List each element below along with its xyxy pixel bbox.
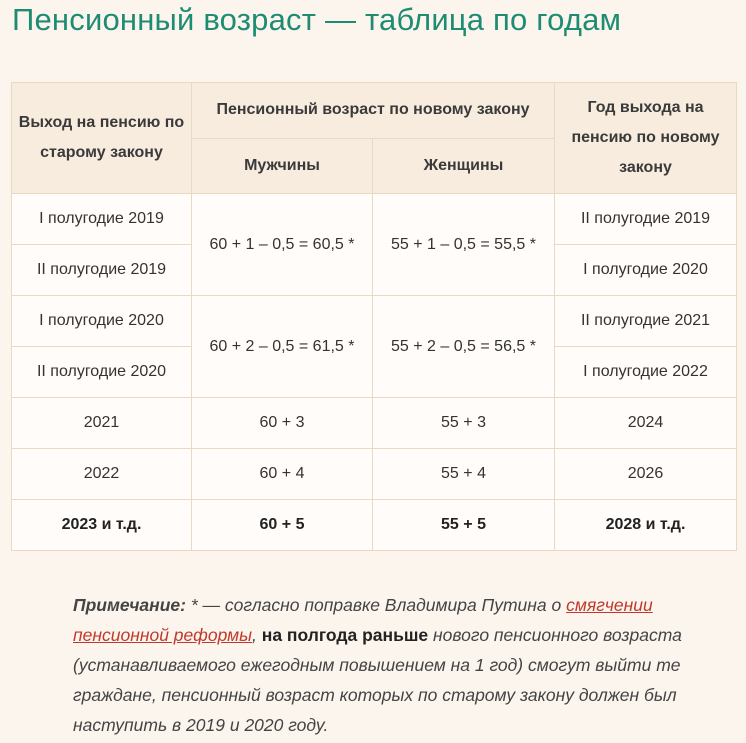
header-women: Женщины: [373, 138, 555, 194]
cell-women: 55 + 1 – 0,5 = 55,5 *: [373, 194, 555, 296]
cell-old: II полугодие 2019: [12, 245, 192, 296]
pension-reform-link[interactable]: смягчении пенсионной реформы: [73, 595, 653, 645]
footnote-emphasis: на полгода раньше: [261, 625, 429, 645]
cell-year: 2024: [555, 398, 737, 449]
cell-old: 2023 и т.д.: [12, 500, 192, 551]
cell-men: 60 + 1 – 0,5 = 60,5 *: [192, 194, 373, 296]
cell-women: 55 + 3: [373, 398, 555, 449]
header-old-law: Выход на пенсию по старому закону: [12, 83, 192, 194]
table-row: [12, 398, 737, 449]
table-row: [12, 296, 737, 347]
cell-year: 2028 и т.д.: [555, 500, 737, 551]
cell-men: 60 + 2 – 0,5 = 61,5 *: [192, 296, 373, 398]
footnote: [73, 590, 737, 740]
cell-year: 2026: [555, 449, 737, 500]
cell-women: 55 + 2 – 0,5 = 56,5 *: [373, 296, 555, 398]
cell-old: 2021: [12, 398, 192, 449]
cell-men: 60 + 4: [192, 449, 373, 500]
cell-men: 60 + 5: [192, 500, 373, 551]
pension-age-table: [11, 82, 737, 551]
cell-year: II полугодие 2021: [555, 296, 737, 347]
page-title: Пенсионный возраст — таблица по годам: [12, 2, 622, 37]
cell-year: II полугодие 2019: [555, 194, 737, 245]
header-new-law: Пенсионный возраст по новому закону: [192, 83, 555, 139]
cell-old: 2022: [12, 449, 192, 500]
cell-year: I полугодие 2020: [555, 245, 737, 296]
table-row: [12, 500, 737, 551]
cell-men: 60 + 3: [192, 398, 373, 449]
cell-women: 55 + 4: [373, 449, 555, 500]
table-row: [12, 194, 737, 245]
cell-year: I полугодие 2022: [555, 347, 737, 398]
footnote-text: * — согласно поправке Владимира Путина о: [185, 595, 567, 615]
header-new-year: Год выхода на пенсию по новому закону: [555, 83, 737, 194]
cell-women: 55 + 5: [373, 500, 555, 551]
footnote-text: ,: [252, 625, 262, 645]
cell-old: II полугодие 2020: [12, 347, 192, 398]
cell-old: I полугодие 2019: [12, 194, 192, 245]
header-men: Мужчины: [192, 138, 373, 194]
cell-old: I полугодие 2020: [12, 296, 192, 347]
table-row: [12, 449, 737, 500]
footnote-label: Примечание:: [73, 595, 186, 615]
footnote-text: нового пенсионного возраста (устанавливаемого ежегодным повышением на 1 год) смогут выйти те граждане, пенсионный возраст которых по старому закону должен был наступить в 2019 и 2020 году.: [73, 625, 682, 735]
